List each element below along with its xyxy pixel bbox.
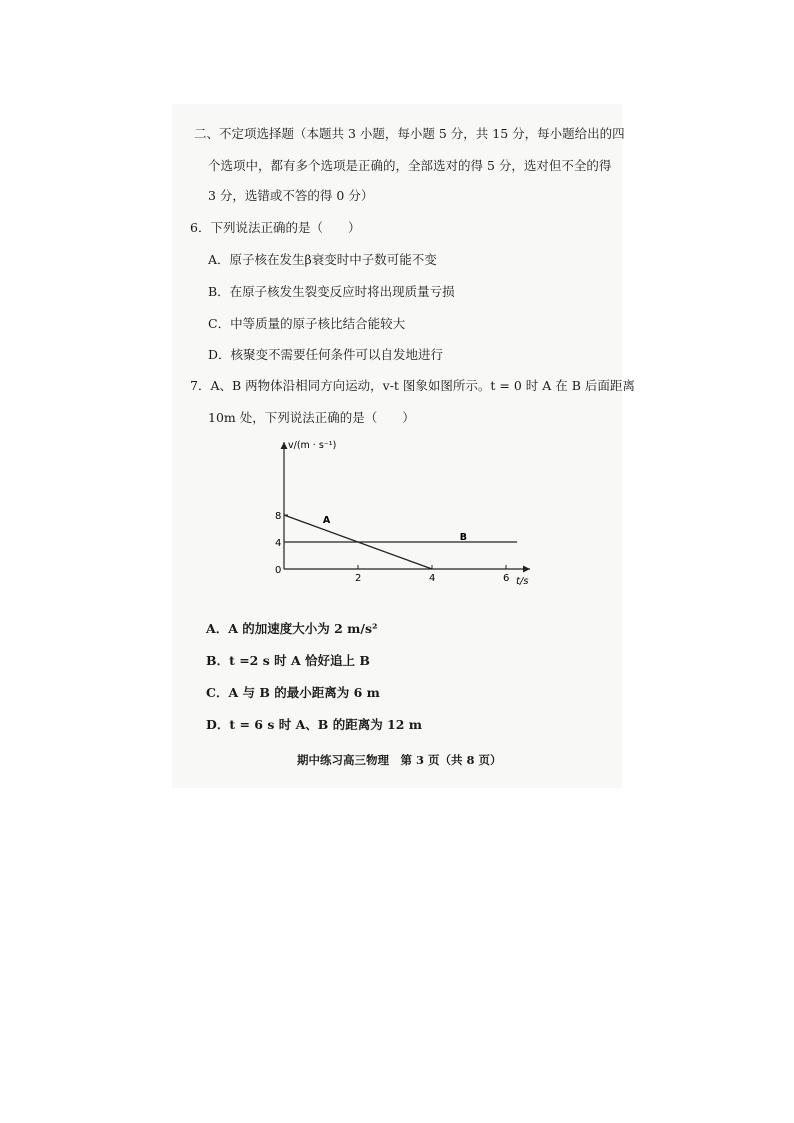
question-6-option-d: D．核聚变不需要任何条件可以自发地进行 — [208, 347, 444, 362]
question-6-option-c: C．中等质量的原子核比结合能较大 — [208, 316, 406, 331]
x-tick-label: 4 — [429, 573, 436, 584]
question-6-option-b: B．在原子核发生裂变反应时将出现质量亏损 — [208, 284, 455, 299]
section-header-line-1: 二、不定项选择题（本题共 3 小题，每小题 5 分，共 15 分，每小题给出的四 — [194, 126, 625, 141]
series-label-b: B — [459, 531, 467, 543]
question-7-stem-line-1: 7．A、B 两物体沿相同方向运动，v-t 图象如图所示。t = 0 时 A 在 B 后面距离 — [190, 378, 635, 393]
y-tick-label: 8 — [275, 511, 282, 522]
question-7-option-b: B．t =2 s 时 A 恰好追上 B — [206, 653, 370, 668]
section-header-line-3: 3 分，选错或不答的得 0 分） — [208, 188, 374, 203]
x-tick-label: 2 — [355, 573, 362, 584]
y-tick-label: 4 — [275, 538, 282, 549]
question-6-option-a: A．原子核在发生β衰变时中子数可能不变 — [208, 252, 437, 267]
question-7-option-a: A．A 的加速度大小为 2 m/s² — [206, 621, 378, 636]
question-7-stem-line-2: 10m 处，下列说法正确的是（ ） — [208, 410, 415, 425]
y-axis-label: v/(m · s⁻¹) — [288, 440, 337, 451]
series-label-a: A — [322, 515, 331, 527]
origin-label: 0 — [275, 565, 282, 576]
question-7-option-c: C．A 与 B 的最小距离为 6 m — [206, 685, 380, 700]
question-7-option-d: D．t = 6 s 时 A、B 的距离为 12 m — [206, 717, 423, 732]
page-footer: 期中练习高三物理 第 3 页（共 8 页） — [297, 753, 502, 767]
x-axis-label: t/s — [516, 576, 529, 587]
x-tick-label: 6 — [503, 573, 510, 584]
section-header-line-2: 个选项中，都有多个选项是正确的，全部选对的得 5 分，选对但不全的得 — [208, 158, 612, 173]
scanned-page — [172, 104, 635, 788]
question-6-stem: 6．下列说法正确的是（ ） — [190, 220, 361, 235]
vt-chart — [262, 434, 542, 594]
